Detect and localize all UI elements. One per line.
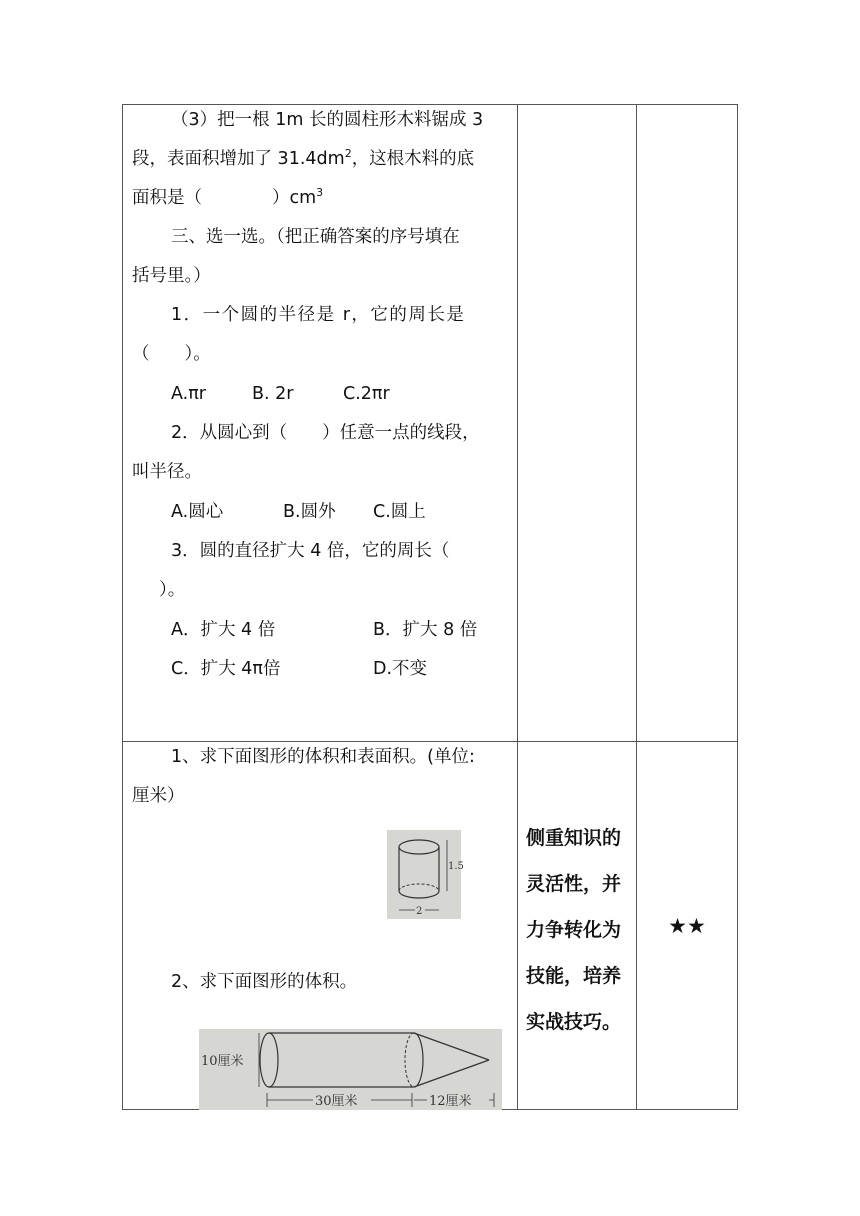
choice-1-question-cont: （ ）。 — [132, 344, 211, 364]
difficulty-cell — [637, 742, 737, 1110]
problem-1-line-2: 厘米） — [132, 786, 185, 806]
problem-1-line-1: 1、求下面图形的体积和表面积。(单位: — [171, 747, 475, 767]
cylinder-height-label: 1.5 — [448, 861, 464, 872]
choice-1-option-c: C.2πr — [343, 384, 390, 404]
figure-cylinder-length-label: 30厘米 — [315, 1094, 358, 1109]
question-3-line-1: （3）把一根 1m 长的圆柱形木料锯成 3 — [171, 110, 484, 130]
figure-diameter-label: 10厘米 — [201, 1054, 244, 1069]
lesson-table — [122, 104, 738, 1110]
choice-3-option-c: C．扩大 4π倍 — [171, 659, 281, 679]
choice-3-option-d: D.不变 — [373, 659, 428, 679]
choice-1-question: 1．一个圆的半径是 r，它的周长是 — [171, 305, 466, 325]
question-3-line-3: 面积是（ ）$cm^3$ — [132, 186, 324, 208]
design-intent-line-2: 灵活性，并 — [526, 873, 622, 895]
exercise-cell-fill-choose — [123, 105, 517, 741]
part-3-title: 三、选一选。（把正确答案的序号填在 — [171, 227, 460, 247]
design-intent-line-5: 实战技巧。 — [526, 1011, 622, 1033]
design-intent-line-3: 力争转化为 — [526, 919, 622, 941]
cylinder-diameter-label: 2 — [416, 906, 423, 917]
choice-2-option-a: A.圆心 — [171, 502, 224, 522]
choice-3-question: 3．圆的直径扩大 4 倍，它的周长（ — [171, 541, 450, 561]
choice-2-question: 2．从圆心到（ ）任意一点的线段， — [171, 423, 480, 443]
choice-1-option-a: A.πr — [171, 384, 206, 404]
choice-2-question-cont: 叫半径。 — [132, 462, 202, 482]
figure-cone-length-label: 12厘米 — [429, 1094, 472, 1109]
cylinder-cone-figure — [199, 1029, 502, 1110]
choice-3-option-a: A．扩大 4 倍 — [171, 620, 276, 640]
problem-2-line-1: 2、求下面图形的体积。 — [171, 972, 358, 992]
choice-3-option-b: B．扩大 8 倍 — [373, 620, 478, 640]
cylinder-figure — [387, 830, 464, 919]
choice-1-option-b: B. 2r — [252, 384, 294, 404]
choice-2-option-c: C.圆上 — [373, 502, 426, 522]
difficulty-stars: ★★ — [668, 914, 706, 938]
choice-3-question-cont: ）。 — [159, 580, 186, 600]
exercise-cell-calculation — [123, 742, 517, 1110]
design-intent-cell — [518, 742, 636, 1110]
part-3-title-cont: 括号里。） — [132, 266, 211, 286]
design-intent-line-4: 技能，培养 — [526, 965, 622, 987]
design-intent-line-1: 侧重知识的 — [526, 827, 622, 849]
choice-2-option-b: B.圆外 — [283, 502, 336, 522]
question-3-line-2: 段，表面积增加了 $31.4dm^2$，这根木料的底 — [132, 147, 475, 169]
